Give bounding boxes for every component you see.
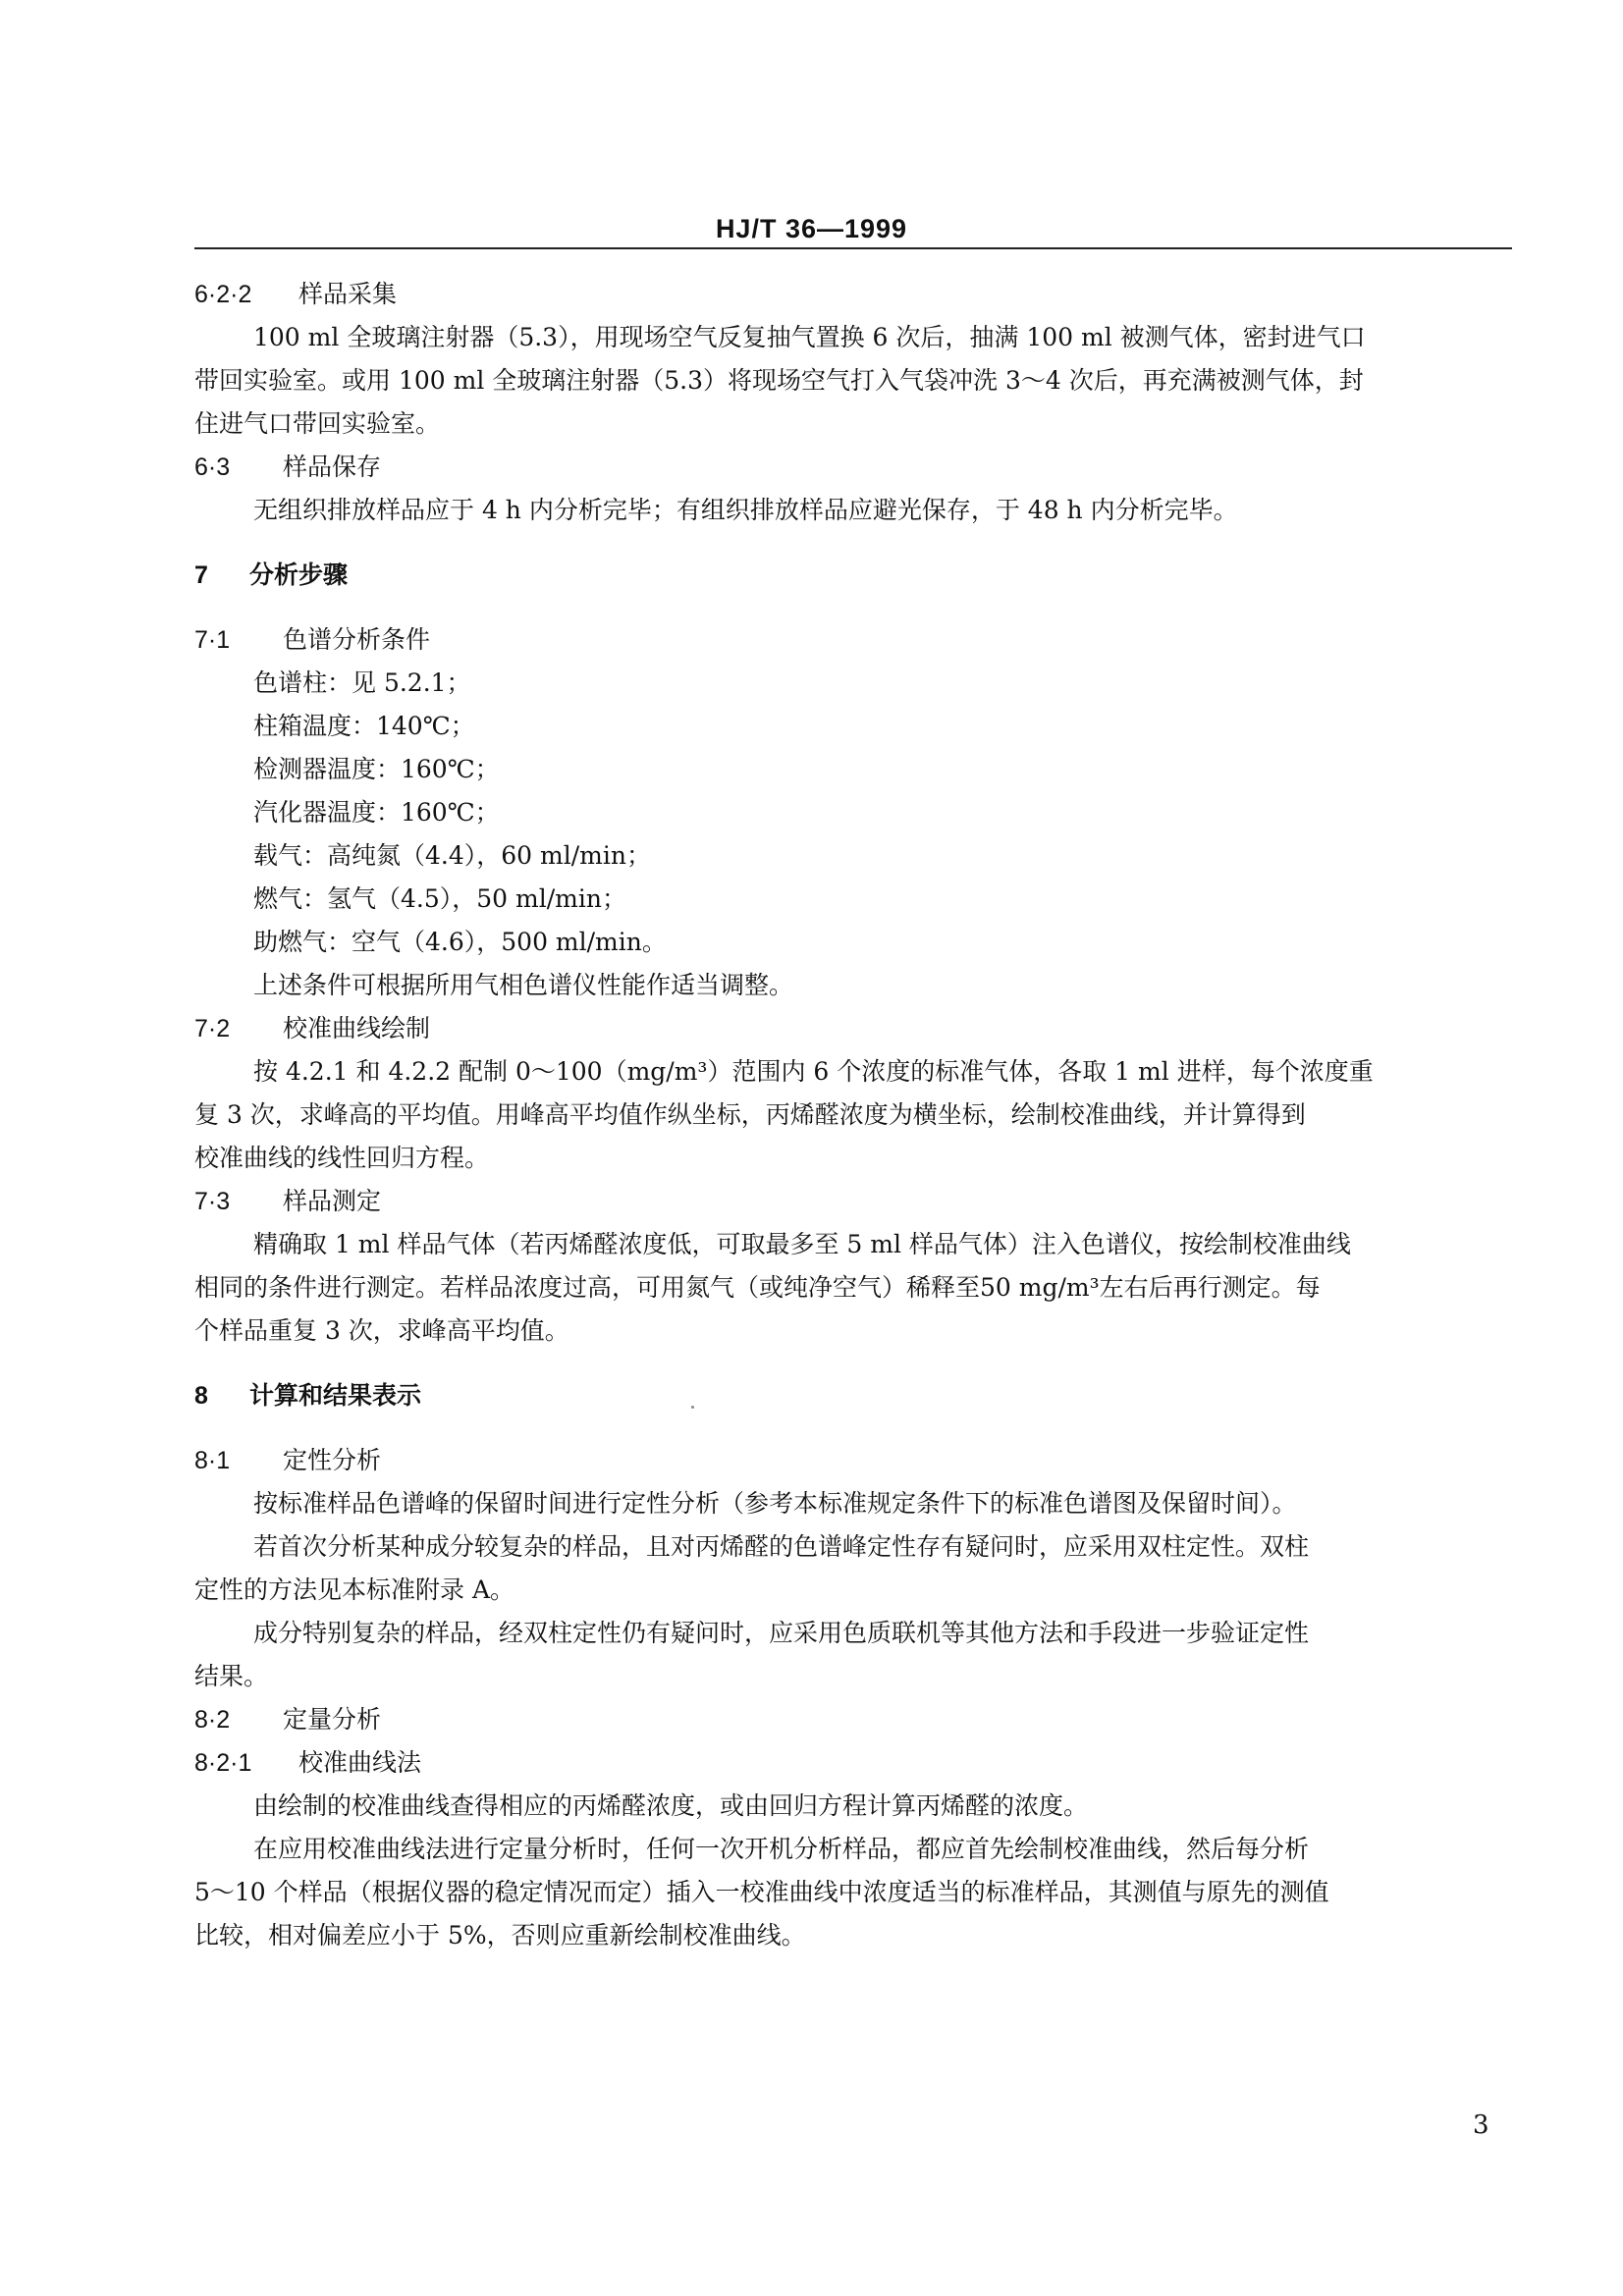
body-line: 5～10 个样品（根据仪器的稳定情况而定）插入一校准曲线中浓度适当的标准样品，其测值与原先的测值 [194, 1878, 1329, 1906]
clause-number: 8·2·1 [194, 1749, 252, 1777]
header-rule [194, 247, 1512, 249]
clause-title: 样品保存 [283, 453, 382, 481]
clause-title: 样品采集 [298, 280, 398, 308]
condition-line: 燃气：氢气（4.5），50 ml/min； [253, 884, 626, 913]
clause-number: 8·1 [194, 1447, 231, 1474]
body-line: 复 3 次，求峰高的平均值。用峰高平均值作纵坐标，丙烯醛浓度为横坐标，绘制校准曲线，并计算得到 [194, 1100, 1306, 1129]
clause-number: 6·3 [194, 454, 231, 481]
subsection-heading-8-1 [194, 1443, 381, 1478]
body-line: 若首次分析某种成分较复杂的样品，且对丙烯醛的色谱峰定性存有疑问时，应采用双柱定性。双柱 [253, 1532, 1310, 1561]
body-line: 上述条件可根据所用气相色谱仪性能作适当调整。 [253, 971, 794, 999]
body-line: 结果。 [194, 1662, 269, 1690]
clause-title: 定性分析 [283, 1446, 382, 1474]
subsection-heading-7-3 [194, 1184, 381, 1219]
subsection-heading-8-2 [194, 1702, 381, 1737]
subsection-heading-6-2-2 [194, 277, 397, 312]
subsection-heading-6-3 [194, 450, 381, 485]
subsection-heading-7-2 [194, 1011, 430, 1046]
body-line: 在应用校准曲线法进行定量分析时，任何一次开机分析样品，都应首先绘制校准曲线，然后每分析 [253, 1835, 1310, 1863]
subsection-heading-7-1 [194, 622, 430, 658]
page-number: 3 [1473, 2110, 1489, 2140]
body-line: 个样品重复 3 次，求峰高平均值。 [194, 1316, 569, 1345]
clause-number: 7·2 [194, 1015, 231, 1042]
clause-title: 定量分析 [283, 1705, 382, 1734]
clause-number: 7·1 [194, 626, 231, 654]
body-line: 100 ml 全玻璃注射器（5.3），用现场空气反复抽气置换 6 次后，抽满 100 ml 被测气体，密封进气口 [253, 323, 1366, 351]
subsection-heading-8-2-1 [194, 1745, 421, 1781]
body-line: 相同的条件进行测定。若样品浓度过高，可用氮气（或纯净空气）稀释至50 mg/m³左右后再行测定。每 [194, 1273, 1321, 1302]
section-title: 分析步骤 [249, 561, 349, 589]
condition-line: 汽化器温度：160℃； [253, 798, 500, 827]
clause-number: 8·2 [194, 1706, 231, 1734]
scan-speck [691, 1406, 694, 1409]
clause-title: 色谱分析条件 [283, 625, 431, 654]
body-line: 比较，相对偏差应小于 5%，否则应重新绘制校准曲线。 [194, 1921, 806, 1949]
clause-title: 样品测定 [283, 1187, 382, 1215]
body-line: 带回实验室。或用 100 ml 全玻璃注射器（5.3）将现场空气打入气袋冲洗 3～4 次后，再充满被测气体，封 [194, 366, 1364, 395]
body-line: 住进气口带回实验室。 [194, 409, 441, 438]
clause-title: 校准曲线法 [298, 1748, 422, 1777]
body-line: 无组织排放样品应于 4 h 内分析完毕；有组织排放样品应避光保存，于 48 h 内分析完毕。 [253, 496, 1238, 524]
clause-title: 校准曲线绘制 [283, 1014, 431, 1042]
body-line: 定性的方法见本标准附录 A。 [194, 1575, 515, 1604]
condition-line: 色谱柱：见 5.2.1； [253, 668, 471, 697]
body-line: 精确取 1 ml 样品气体（若丙烯醛浓度低，可取最多至 5 ml 样品气体）注入色谱仪，按绘制校准曲线 [253, 1230, 1351, 1258]
body-line: 校准曲线的线性回归方程。 [194, 1144, 490, 1172]
standard-number-header: HJ/T 36—1999 [715, 214, 908, 243]
condition-line: 助燃气：空气（4.6），500 ml/min。 [253, 928, 667, 956]
condition-line: 载气：高纯氮（4.4），60 ml/min； [253, 841, 651, 870]
section-number: 8 [194, 1382, 208, 1410]
body-line: 由绘制的校准曲线查得相应的丙烯醛浓度，或由回归方程计算丙烯醛的浓度。 [253, 1791, 1089, 1820]
body-line: 成分特别复杂的样品，经双柱定性仍有疑问时，应采用色质联机等其他方法和手段进一步验证定性 [253, 1619, 1310, 1647]
section-title: 计算和结果表示 [249, 1381, 422, 1410]
condition-line: 柱箱温度：140℃； [253, 712, 475, 740]
clause-number: 6·2·2 [194, 281, 252, 308]
condition-line: 检测器温度：160℃； [253, 755, 500, 783]
section-heading-8 [194, 1378, 421, 1414]
body-line: 按 4.2.1 和 4.2.2 配制 0～100（mg/m³）范围内 6 个浓度的标准气体，各取 1 ml 进样，每个浓度重 [253, 1057, 1374, 1086]
section-number: 7 [194, 561, 208, 589]
body-line: 按标准样品色谱峰的保留时间进行定性分析（参考本标准规定条件下的标准色谱图及保留时间）。 [253, 1489, 1297, 1518]
section-heading-7 [194, 558, 348, 593]
clause-number: 7·3 [194, 1188, 231, 1215]
